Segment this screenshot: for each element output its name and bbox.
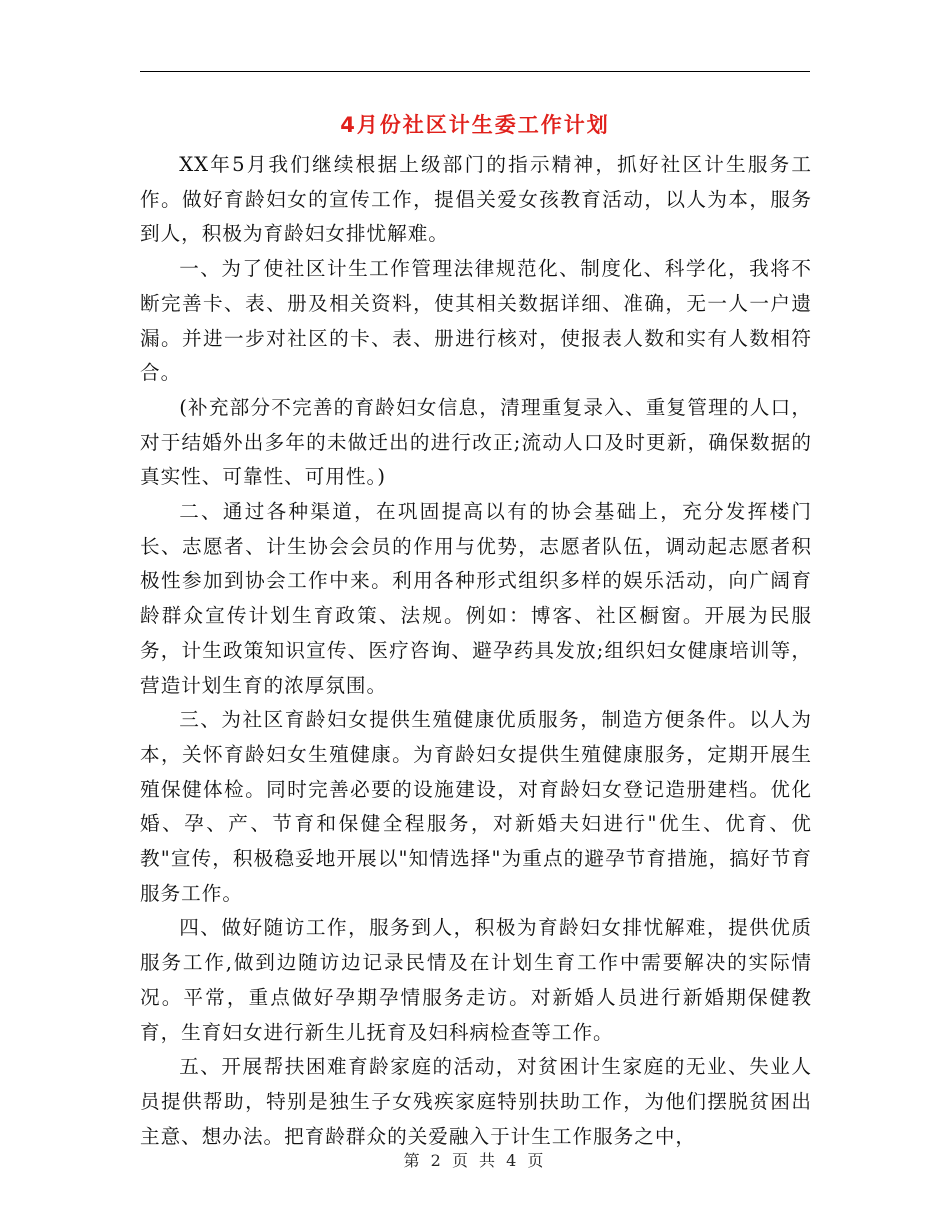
paragraph-item-1: 一、为了使社区计生工作管理法律规范化、制度化、科学化，我将不断完善卡、表、册及相关资料，使其相关数据详细、准确，无一人一户遗漏。并进一步对社区的卡、表、册进行核对，使报表人数和实有人数相符合。 [140, 257, 812, 385]
paragraph-supplement: (补充部分不完善的育龄妇女信息，清理重复录入、重复管理的人口，对于结婚外出多年的未做迁出的进行改正;流动人口及时更新，确保数据的真实性、可靠性、可用性。) [140, 395, 812, 489]
paragraph-item-4: 四、做好随访工作，服务到人，积极为育龄妇女排忧解难，提供优质服务工作,做到边随访边记录民情及在计划生育工作中需要解决的实际情况。平常，重点做好孕期孕情服务走访。对新婚人员进行新婚期保健教育，生育妇女进行新生儿抚育及妇科病检查等工作。 [140, 916, 812, 1044]
page-number: 第 2 页 共 4 页 [403, 1151, 547, 1170]
paragraph-intro: XX年5月我们继续根据上级部门的指示精神，抓好社区计生服务工作。做好育龄妇女的宣传工作，提倡关爱女孩教育活动，以人为本，服务到人，积极为育龄妇女排忧解难。 [140, 153, 812, 246]
paragraph-item-2: 二、通过各种渠道，在巩固提高以有的协会基础上，充分发挥楼门长、志愿者、计生协会会员的作用与优势，志愿者队伍，调动起志愿者积极性参加到协会工作中来。利用各种形式组织多样的娱乐活动，向广阔育龄群众宣传计划生育政策、法规。例如：博客、社区橱窗。开展为民服务，计生政策知识宣传、医疗咨询、避孕药具发放;组织妇女健康培训等，营造计划生育的浓厚氛围。 [140, 500, 812, 697]
paragraph-item-5: 五、开展帮扶困难育龄家庭的活动，对贫困计生家庭的无业、失业人员提供帮助，特别是独生子女残疾家庭特别扶助工作，为他们摆脱贫困出主意、想办法。把育龄群众的关爱融入于计生工作服务之中， [140, 1055, 812, 1148]
header-rule [140, 71, 810, 72]
paragraph-item-3: 三、为社区育龄妇女提供生殖健康优质服务，制造方便条件。以人为本，关怀育龄妇女生殖健康。为育龄妇女提供生殖健康服务，定期开展生殖保健体检。同时完善必要的设施建设，对育龄妇女登记造册建档。优化婚、孕、产、节育和保健全程服务，对新婚夫妇进行"优生、优育、优教"宣传，积极稳妥地开展以"知情选择"为重点的避孕节育措施，搞好节育服务工作。 [140, 708, 812, 905]
document-title: 4月份社区计生委工作计划 [340, 113, 610, 137]
document-body [140, 148, 812, 1154]
